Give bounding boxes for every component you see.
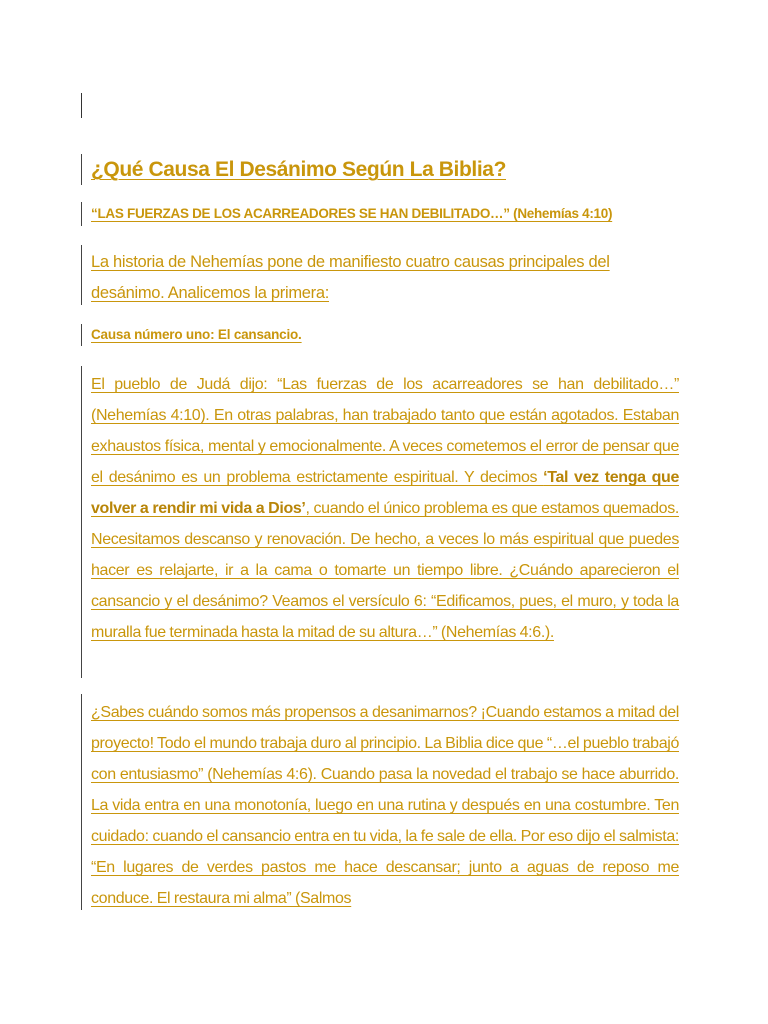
subtitle-block: [81, 202, 679, 226]
intro-block: [81, 245, 679, 305]
page-title[interactable]: ¿Qué Causa El Desánimo Según La Biblia?: [91, 158, 506, 181]
paragraph-2[interactable]: ¿Sabes cuándo somos más propensos a desanimarnos? ¡Cuando estamos a mitad del proyecto! Todo el mundo trabaja duro al principio. La Biblia dice que “…el pueblo trabajó con entusiasmo” (Nehemías 4:6). Cuando pasa la novedad el trabajo se hace aburrido. La vida entra en una monotonía, luego en una rutina y después en una costumbre. Ten cuidado: cuando el cansancio entra en tu vida, la fe sale de ella. Por eso dijo el salmista: “En lugares de verdes pastos me hace descansar; junto a aguas de reposo me conduce. El restaura mi alma” (Salmos: [91, 704, 679, 907]
paragraph-1-block: [81, 366, 679, 678]
paragraph-1-part-2: , cuando el único problema es que estamos quemados. Necesitamos descanso y renovación. De hecho, a veces lo más espiritual que puedes hacer es relajarte, ir a la cama o tomarte un tiempo libre. ¿Cuándo aparecieron el cansancio y el desánimo? Veamos el versículo 6: “Edificamos, pues, el muro, y toda la muralla fue terminada hasta la mitad de su altura…” (Nehemías 4:6.).: [91, 500, 679, 641]
title-block: [81, 154, 679, 185]
cause-heading-block: [81, 324, 679, 346]
paragraph-1-bold-quote: ‘Tal vez tenga que volver a rendir mi vida a Dios’: [91, 469, 680, 517]
intro-paragraph[interactable]: La historia de Nehemías pone de manifiesto cuatro causas principales del desánimo. Analicemos la primera:: [91, 253, 610, 302]
cause-heading[interactable]: Causa número uno: El cansancio.: [91, 327, 302, 342]
page-subtitle[interactable]: “LAS FUERZAS DE LOS ACARREADORES SE HAN DEBILITADO…” (Nehemías 4:10): [91, 206, 613, 221]
paragraph-1-part-1: El pueblo de Judá dijo: “Las fuerzas de los acarreadores se han debilitado…” (Nehemías 4:10). En otras palabras, han trabajado tanto que están agotados. Estaban exhaustos física, mental y emocionalmente. A veces cometemos el error de pensar que el desánimo es un problema estrictamente espiritual. Y decimos: [91, 376, 679, 486]
paragraph-1[interactable]: [91, 369, 679, 648]
paragraph-2-block: [81, 694, 679, 910]
text-cursor: [81, 93, 82, 118]
